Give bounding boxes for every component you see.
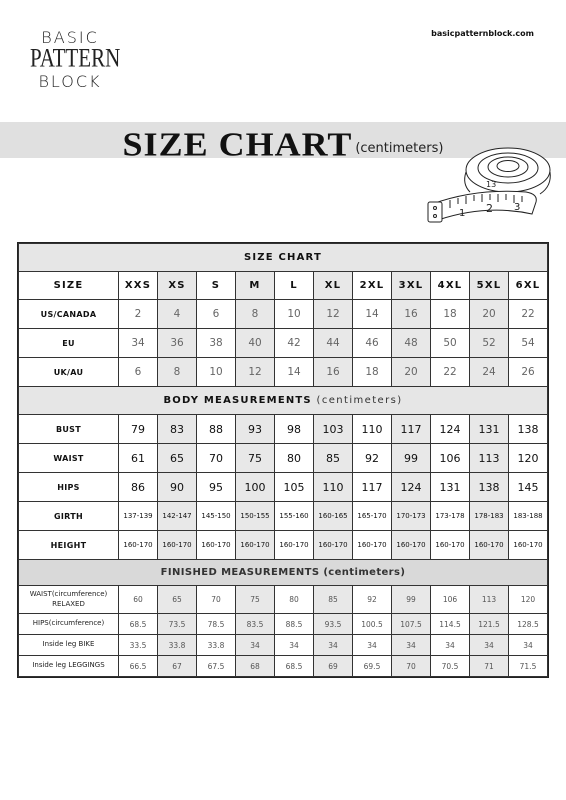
size-header: 3XL: [392, 272, 431, 300]
row-label-line-1: HIPS(circumference): [32, 619, 105, 628]
logo-line-2: PATTERN: [30, 42, 121, 73]
finished-row: [19, 586, 548, 614]
table-cell: 10: [275, 300, 314, 329]
table-cell: 160-170: [158, 531, 197, 560]
table-cell: 106: [431, 444, 470, 473]
table-cell: 98: [275, 415, 314, 444]
table-cell: 18: [353, 358, 392, 387]
table-cell: 68: [236, 656, 275, 677]
table-cell: 22: [431, 358, 470, 387]
conversion-row: [19, 329, 548, 358]
table-cell: 46: [353, 329, 392, 358]
body-measurements-row: [19, 387, 548, 415]
row-label: UK/AU: [19, 358, 119, 387]
table-cell: 100: [236, 473, 275, 502]
table-cell: 110: [314, 473, 353, 502]
table-cell: 34: [509, 635, 548, 656]
table-cell: 137-139: [119, 502, 158, 531]
table-cell: 70.5: [431, 656, 470, 677]
table-cell: 42: [275, 329, 314, 358]
table-cell: 107.5: [392, 614, 431, 635]
row-label: WAIST: [19, 444, 119, 473]
table-cell: 90: [158, 473, 197, 502]
tape-number-3: 3: [514, 202, 521, 213]
conversion-row: [19, 300, 548, 329]
finished-measurements-title: FINISHED MEASUREMENTS: [160, 567, 320, 578]
table-cell: 117: [353, 473, 392, 502]
table-cell: 22: [509, 300, 548, 329]
table-cell: 70: [392, 656, 431, 677]
tape-measure-icon: [426, 134, 554, 226]
row-label: BUST: [19, 415, 119, 444]
table-cell: 138: [509, 415, 548, 444]
row-label: US/CANADA: [19, 300, 119, 329]
table-cell: 34: [275, 635, 314, 656]
size-chart-title: SIZE CHART: [243, 252, 322, 263]
table-cell: 40: [236, 329, 275, 358]
table-cell: 12: [236, 358, 275, 387]
size-chart-header: [19, 244, 548, 272]
page-title: SIZE CHART: [122, 125, 353, 163]
row-label-line-1: Inside leg LEGGINGS: [32, 661, 105, 670]
row-label: HIPS: [19, 473, 119, 502]
table-cell: 124: [392, 473, 431, 502]
size-label: SIZE: [19, 272, 119, 300]
table-cell: 79: [119, 415, 158, 444]
tape-number-2: 2: [486, 202, 493, 215]
table-cell: 71: [470, 656, 509, 677]
table-cell: 10: [197, 358, 236, 387]
size-header: XXS: [119, 272, 158, 300]
table-cell: 68.5: [119, 614, 158, 635]
table-cell: 83.5: [236, 614, 275, 635]
table-cell: 33.5: [119, 635, 158, 656]
finished-measurements-row: [19, 560, 548, 586]
table-cell: 34: [353, 635, 392, 656]
table-cell: 20: [392, 358, 431, 387]
table-cell: 131: [470, 415, 509, 444]
table-cell: 131: [431, 473, 470, 502]
table-cell: 34: [119, 329, 158, 358]
table-cell: 113: [470, 444, 509, 473]
size-header: L: [275, 272, 314, 300]
table-cell: 38: [197, 329, 236, 358]
table-cell: 73.5: [158, 614, 197, 635]
body-measurements-header: [19, 387, 548, 415]
table-cell: 69.5: [353, 656, 392, 677]
table-cell: 65: [158, 444, 197, 473]
body-measurements-subtitle: (centimeters): [316, 395, 403, 406]
table-cell: 120: [509, 444, 548, 473]
table-cell: 93: [236, 415, 275, 444]
table-cell: 36: [158, 329, 197, 358]
size-header: XL: [314, 272, 353, 300]
table-cell: 8: [158, 358, 197, 387]
tape-number-13: 13: [486, 180, 497, 189]
logo-line-3: BLOCK: [38, 72, 102, 91]
table-cell: 34: [431, 635, 470, 656]
table-cell: 65: [158, 586, 197, 614]
row-label: [19, 614, 119, 635]
row-label: HEIGHT: [19, 531, 119, 560]
size-header: S: [197, 272, 236, 300]
size-header: 5XL: [470, 272, 509, 300]
size-header: 6XL: [509, 272, 548, 300]
table-cell: 33.8: [158, 635, 197, 656]
row-label: GIRTH: [19, 502, 119, 531]
table-cell: 50: [431, 329, 470, 358]
row-label: [19, 586, 119, 614]
body-row: [19, 531, 548, 560]
table-cell: 113: [470, 586, 509, 614]
table-cell: 78.5: [197, 614, 236, 635]
table-cell: 34: [314, 635, 353, 656]
page-subtitle: (centimeters): [355, 140, 444, 156]
table-cell: 75: [236, 586, 275, 614]
table-cell: 121.5: [470, 614, 509, 635]
table-cell: 103: [314, 415, 353, 444]
table-cell: 61: [119, 444, 158, 473]
table-cell: 85: [314, 444, 353, 473]
table-cell: 117: [392, 415, 431, 444]
table-cell: 70: [197, 444, 236, 473]
table-cell: 52: [470, 329, 509, 358]
table-cell: 106: [431, 586, 470, 614]
size-header: 2XL: [353, 272, 392, 300]
table-cell: 67: [158, 656, 197, 677]
table-cell: 160-170: [275, 531, 314, 560]
table-cell: 142-147: [158, 502, 197, 531]
table-cell: 145: [509, 473, 548, 502]
body-row: [19, 473, 548, 502]
table-cell: 75: [236, 444, 275, 473]
sizes-row: [19, 272, 548, 300]
table-cell: 71.5: [509, 656, 548, 677]
table-cell: 105: [275, 473, 314, 502]
table-cell: 60: [119, 586, 158, 614]
table-cell: 34: [236, 635, 275, 656]
table-cell: 6: [197, 300, 236, 329]
table-cell: 16: [314, 358, 353, 387]
table-cell: 80: [275, 444, 314, 473]
table-cell: 145-150: [197, 502, 236, 531]
table-cell: 34: [470, 635, 509, 656]
table-cell: 14: [353, 300, 392, 329]
row-label-line-1: Inside leg BIKE: [42, 640, 95, 649]
body-row: [19, 502, 548, 531]
table-cell: 16: [392, 300, 431, 329]
table-cell: 88: [197, 415, 236, 444]
finished-row: [19, 656, 548, 677]
table-cell: 110: [353, 415, 392, 444]
size-header: XS: [158, 272, 197, 300]
tape-number-1: 1: [459, 208, 466, 219]
table-cell: 160-170: [119, 531, 158, 560]
table-cell: 160-170: [470, 531, 509, 560]
finished-row: [19, 614, 548, 635]
table-cell: 150-155: [236, 502, 275, 531]
table-cell: 100.5: [353, 614, 392, 635]
table-cell: 99: [392, 444, 431, 473]
row-label-line-1: WAIST(circumference): [29, 590, 108, 599]
size-chart-table: [17, 242, 549, 678]
table-cell: 80: [275, 586, 314, 614]
table-cell: 54: [509, 329, 548, 358]
table-cell: 33.8: [197, 635, 236, 656]
table-cell: 8: [236, 300, 275, 329]
table-cell: 170-173: [392, 502, 431, 531]
table-cell: 178-183: [470, 502, 509, 531]
table-cell: 160-170: [236, 531, 275, 560]
table-cell: 92: [353, 586, 392, 614]
table-cell: 20: [470, 300, 509, 329]
conversion-row: [19, 358, 548, 387]
size-chart-row: [19, 244, 548, 272]
table-cell: 85: [314, 586, 353, 614]
finished-measurements-subtitle: (centimeters): [323, 567, 406, 578]
table-cell: 26: [509, 358, 548, 387]
row-label: [19, 635, 119, 656]
finished-measurements-header: [19, 560, 548, 586]
table-cell: 160-170: [197, 531, 236, 560]
table-cell: 88.5: [275, 614, 314, 635]
table-cell: 92: [353, 444, 392, 473]
table-cell: 69: [314, 656, 353, 677]
table-cell: 95: [197, 473, 236, 502]
table-cell: 99: [392, 586, 431, 614]
row-label: [19, 656, 119, 677]
table-cell: 66.5: [119, 656, 158, 677]
table-cell: 24: [470, 358, 509, 387]
table-cell: 160-170: [431, 531, 470, 560]
table-cell: 160-170: [353, 531, 392, 560]
body-measurements-title: BODY MEASUREMENTS: [163, 395, 312, 406]
size-chart-body: [19, 244, 548, 677]
table-cell: 44: [314, 329, 353, 358]
table-cell: 83: [158, 415, 197, 444]
table-cell: 160-170: [314, 531, 353, 560]
table-cell: 68.5: [275, 656, 314, 677]
logo-line-1: BASIC: [41, 28, 99, 47]
table-cell: 128.5: [509, 614, 548, 635]
row-label-line-2: RELAXED: [52, 599, 85, 608]
table-cell: 138: [470, 473, 509, 502]
table-cell: 67.5: [197, 656, 236, 677]
table-cell: 155-160: [275, 502, 314, 531]
table-cell: 120: [509, 586, 548, 614]
table-cell: 114.5: [431, 614, 470, 635]
table-cell: 173-178: [431, 502, 470, 531]
brand-logo: [30, 28, 121, 91]
table-cell: 70: [197, 586, 236, 614]
table-cell: 14: [275, 358, 314, 387]
table-cell: 34: [392, 635, 431, 656]
table-cell: 93.5: [314, 614, 353, 635]
table-cell: 48: [392, 329, 431, 358]
table-cell: 18: [431, 300, 470, 329]
website-link[interactable]: basicpatternblock.com: [431, 29, 534, 38]
body-row: [19, 444, 548, 473]
table-cell: 124: [431, 415, 470, 444]
table-cell: 160-165: [314, 502, 353, 531]
table-cell: 160-170: [392, 531, 431, 560]
body-row: [19, 415, 548, 444]
table-cell: 12: [314, 300, 353, 329]
table-cell: 165-170: [353, 502, 392, 531]
row-label: EU: [19, 329, 119, 358]
table-cell: 2: [119, 300, 158, 329]
finished-row: [19, 635, 548, 656]
table-cell: 183-188: [509, 502, 548, 531]
table-cell: 6: [119, 358, 158, 387]
table-cell: 4: [158, 300, 197, 329]
table-cell: 86: [119, 473, 158, 502]
size-header: 4XL: [431, 272, 470, 300]
table-cell: 160-170: [509, 531, 548, 560]
size-header: M: [236, 272, 275, 300]
